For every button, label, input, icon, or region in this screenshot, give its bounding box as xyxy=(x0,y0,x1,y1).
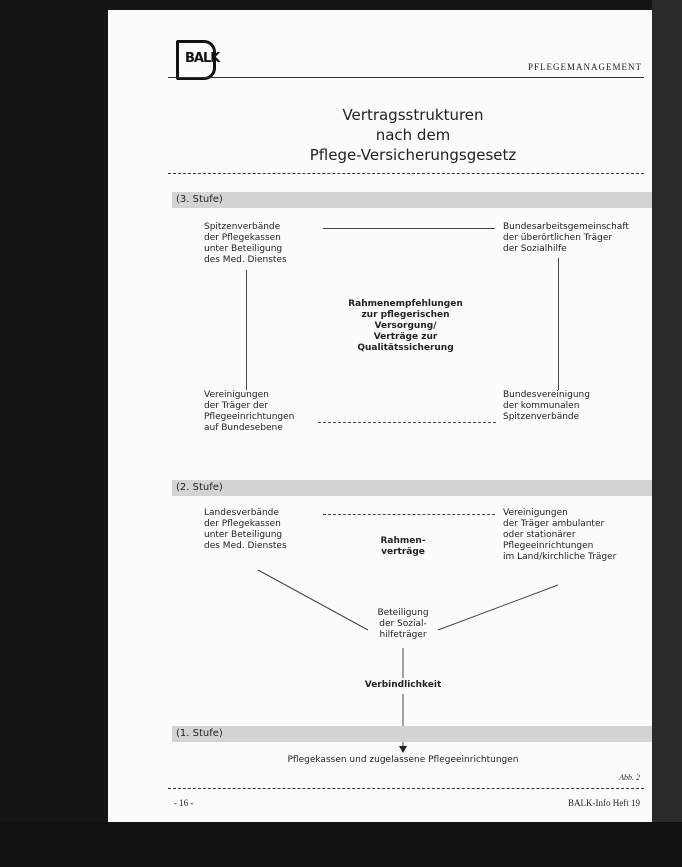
text-line: des Med. Dienstes xyxy=(204,255,287,265)
text-line: unter Beteiligung xyxy=(204,530,283,540)
text-line: unter Beteiligung xyxy=(204,244,283,254)
title-line-3: Pflege-Versicherungsgesetz xyxy=(309,146,517,164)
text-line: Beteiligung xyxy=(377,608,429,618)
funnel-line-left xyxy=(258,570,368,630)
text-line: Landesverbände xyxy=(204,508,279,518)
text-line: Pflegeeinrichtungen xyxy=(503,541,594,551)
text-line: der Sozial- xyxy=(379,619,427,629)
text-line: der überörtlichen Träger xyxy=(503,233,613,243)
text-line: Bundesvereinigung xyxy=(503,390,590,400)
stufe-1-bar: (1. Stufe) xyxy=(172,726,652,742)
text-line: Rahmen- xyxy=(380,536,426,546)
title-line-2: nach dem xyxy=(375,126,451,144)
text-line: oder stationärer xyxy=(503,530,576,540)
text-line: Qualitätssicherung xyxy=(357,343,454,353)
title-line-1: Vertragsstrukturen xyxy=(342,106,484,124)
text-line: Vereinigungen xyxy=(503,508,568,518)
text-line: der kommunalen xyxy=(503,401,580,411)
text-line: zur pflegerischen xyxy=(361,310,450,320)
text-line: Versorgung/ xyxy=(374,321,437,331)
text-line: im Land/kirchliche Träger xyxy=(503,552,617,562)
text-line: Rahmenempfehlungen xyxy=(348,299,463,309)
text-line: verträge xyxy=(381,547,425,557)
footer-rule xyxy=(168,788,644,789)
text-line: der Sozialhilfe xyxy=(503,244,567,254)
text-line: der Träger ambulanter xyxy=(503,519,605,529)
text-line: Spitzenverbände xyxy=(204,222,281,232)
footer-source: BALK-Info Heft 19 xyxy=(568,798,640,808)
beteiligung-box xyxy=(363,608,443,641)
funnel-lines xyxy=(108,10,652,822)
text-line: Pflegeeinrichtungen xyxy=(204,412,295,422)
verbindlichkeit-label: Verbindlichkeit xyxy=(364,680,442,690)
text-line: Spitzenverbände xyxy=(503,412,580,422)
figure-label: Abb. 2 xyxy=(619,773,640,782)
page-shadow-right xyxy=(652,0,682,867)
funnel-line-right xyxy=(438,585,558,630)
text-line: auf Bundesebene xyxy=(204,423,283,433)
text-line: hilfeträger xyxy=(379,630,427,640)
stufe1-text: Pflegekassen und zugelassene Pflegeeinrichtungen xyxy=(287,755,519,765)
page-number: - 16 - xyxy=(174,798,194,808)
stufe-2-bar: (2. Stufe) xyxy=(172,480,652,496)
text-line: der Pflegekassen xyxy=(204,519,281,529)
text-line: des Med. Dienstes xyxy=(204,541,287,551)
text-line: Verträge zur xyxy=(373,332,438,342)
arrow-down-icon xyxy=(399,746,407,753)
logo-text: BALK xyxy=(185,51,220,66)
text-line: Vereinigungen xyxy=(204,390,269,400)
text-line: der Träger der xyxy=(204,401,268,411)
stufe-3-bar: (3. Stufe) xyxy=(172,192,652,208)
section-header: PFLEGEMANAGEMENT xyxy=(528,62,642,72)
document-page xyxy=(108,10,652,822)
page-shadow-bottom xyxy=(0,822,682,867)
text-line: Bundesarbeitsgemeinschaft xyxy=(503,222,629,232)
text-line: der Pflegekassen xyxy=(204,233,281,243)
